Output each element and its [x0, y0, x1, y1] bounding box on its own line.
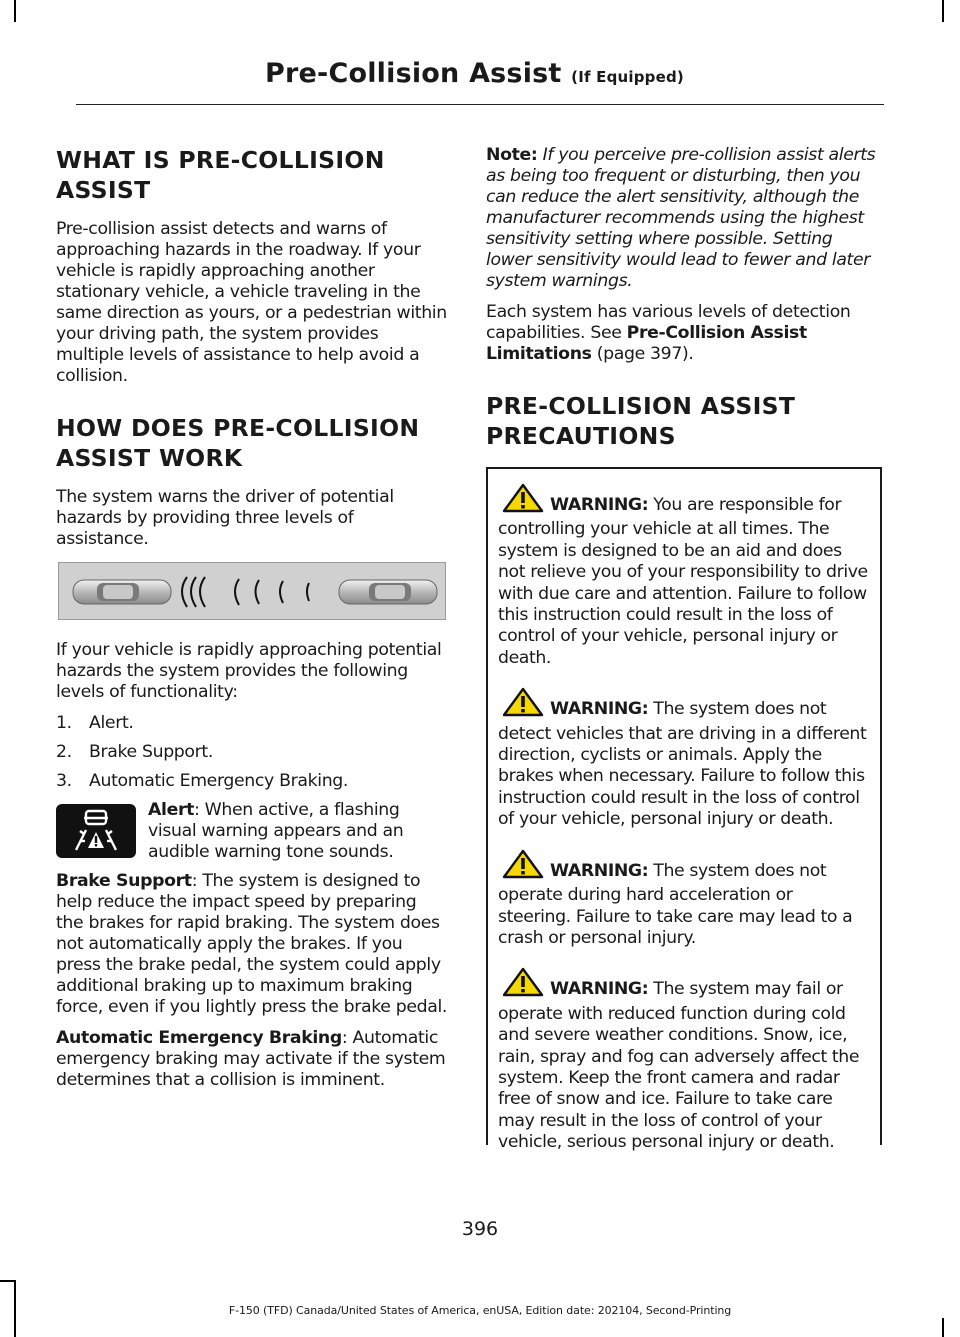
lead-vehicle-icon [339, 580, 437, 604]
crop-mark [14, 0, 16, 22]
functionality-list [56, 713, 448, 792]
pre-collision-illustration [58, 562, 446, 620]
warning-item: WARNING: The system may fail or operate with reduced function during cold and severe weather conditions. Snow, ice, rain, spray and fog can adversely affect the system. Keep the front camera and radar free of snow and ice. Failure to take care may result in the loss of control of your vehicle, serious personal injury or death. [498, 967, 870, 1153]
how-paragraph: The system warns the driver of potential hazards by providing three levels of assistance. [56, 487, 394, 549]
page-number: 396 [461, 1218, 499, 1240]
warning-triangle-icon [502, 849, 544, 885]
warning-box [486, 467, 882, 1153]
warning-item: WARNING: The system does not operate during hard acceleration or steering. Failure to take care may lead to a crash or personal injury. [498, 849, 870, 950]
warning-triangle-icon [502, 687, 544, 723]
alert-text: : When active, a flashing visual warning appears and an audible warning tone sounds. [148, 800, 404, 862]
functionality-paragraph: If your vehicle is rapidly approaching potential hazards the system provides the following levels of functionality: [56, 640, 442, 702]
aeb-paragraph: Automatic Emergency Braking: Automatic emergency braking may activate if the system determines that a collision is imminent. [56, 1028, 446, 1090]
page-header-title [265, 58, 684, 89]
brake-support-paragraph: Brake Support: The system is designed to help reduce the impact speed by preparing the brakes for rapid braking. The system does not automatically apply the brakes. If you press the brake pedal, the system could apply additional braking up to maximum braking force, even if you lightly press the brake pedal. [56, 871, 448, 1017]
note-paragraph: Note: If you perceive pre-collision assist alerts as being too frequent or disturbing, then you can reduce the alert sensitivity, although the manufacturer recommends using the highest sensitivity setting where possible. Setting lower sensitivity would lead to fewer and later system warnings. [486, 145, 876, 291]
crop-mark [942, 0, 944, 22]
header-title-text: Pre-Collision Assist [265, 58, 562, 89]
warning-triangle-icon [502, 967, 544, 1003]
section-heading-how-does: HOW DOES PRE-COLLISION ASSIST WORK [56, 414, 420, 472]
left-column [56, 145, 448, 1101]
intro-paragraph: Pre-collision assist detects and warns of approaching hazards in the roadway. If your vehicle is rapidly approaching another stationary vehicle, a vehicle traveling in the same direction as yours, or a pedestrian within your driving path, the system provides multiple levels of assistance to help avoid a collision. [56, 219, 447, 386]
warning-triangle-icon [502, 483, 544, 519]
section-heading-precautions: PRE-COLLISION ASSIST PRECAUTIONS [486, 392, 796, 450]
header-rule [76, 104, 884, 105]
warning-item: WARNING: You are responsible for controlling your vehicle at all times. The system is designed to be an aid and does not relieve you of your responsibility to drive with due care and attention. Failure to follow this instruction could result in the loss of control of your vehicle, personal injury or death. [498, 483, 870, 669]
list-item: 3. Automatic Emergency Braking. [56, 771, 349, 791]
pre-collision-alert-icon [56, 804, 136, 858]
list-item: 1. Alert. [56, 713, 134, 733]
crop-mark [942, 1318, 944, 1337]
limitations-link[interactable]: Pre-Collision Assist Limitations [486, 323, 807, 364]
crop-mark [0, 1280, 16, 1282]
detection-paragraph: Each system has various levels of detection capabilities. See Pre-Collision Assist Limitations (page 397). [486, 302, 851, 364]
warning-item: WARNING: The system does not detect vehicles that are driving in a different direction, cyclists or animals. Apply the brakes when necessary. Failure to follow this instruction could result in the loss of control of your vehicle, personal injury or death. [498, 687, 870, 830]
right-column [486, 145, 882, 1153]
own-vehicle-icon [73, 580, 171, 604]
page-footer: F-150 (TFD) Canada/United States of America, enUSA, Edition date: 202104, Second-Printing [228, 1304, 732, 1317]
list-item: 2. Brake Support. [56, 742, 213, 762]
alert-description [56, 800, 448, 863]
section-heading-what-is: WHAT IS PRE-COLLISION ASSIST [56, 146, 385, 204]
header-title-suffix: (If Equipped) [571, 68, 684, 86]
alert-term: Alert [148, 800, 195, 820]
